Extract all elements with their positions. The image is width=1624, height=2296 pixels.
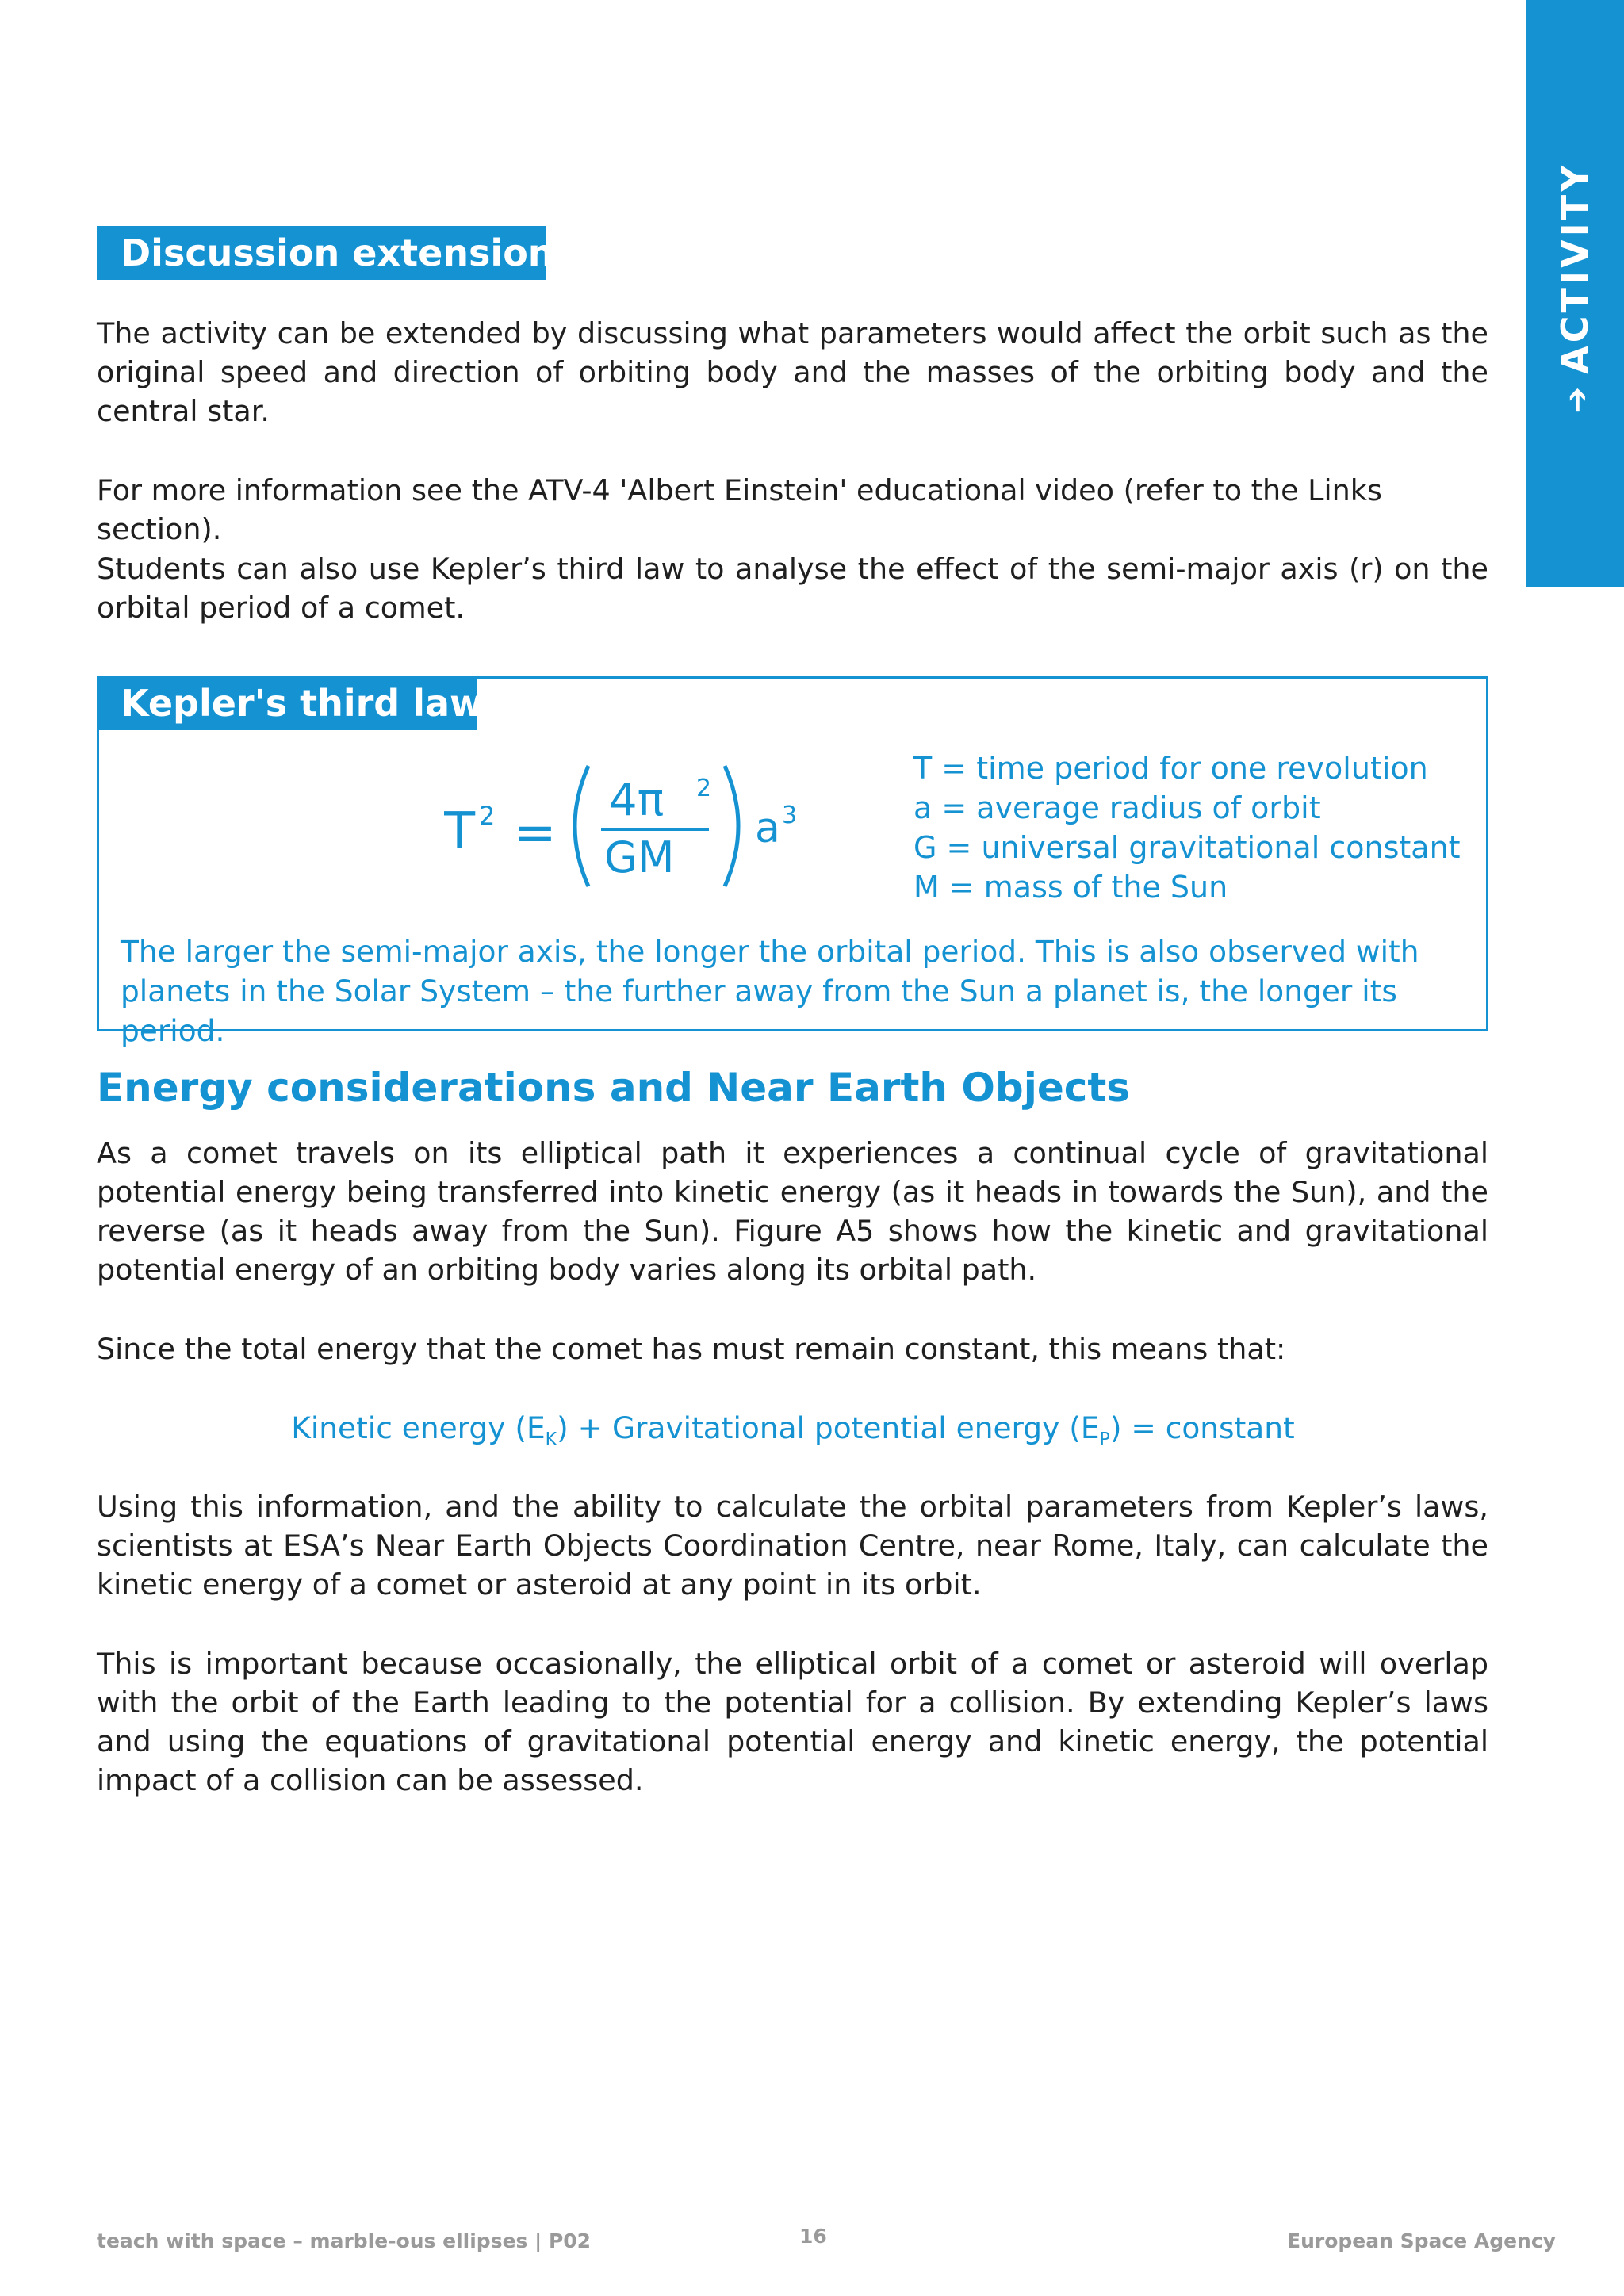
legend-item: a = average radius of orbit	[914, 790, 1321, 825]
footer-right: European Space Agency	[1287, 2229, 1556, 2252]
equation-part-1: Kinetic energy (E	[291, 1410, 546, 1445]
energy-section-title: Energy considerations and Near Earth Objects	[97, 1065, 1131, 1111]
kepler-formula-svg	[444, 761, 809, 896]
formula-numerator: 4π	[609, 775, 665, 826]
formula-numerator-exponent: 2	[696, 775, 712, 802]
equation-part-3: ) = constant	[1109, 1410, 1295, 1445]
kepler-formula	[444, 761, 809, 896]
equation-subscript-k: K	[545, 1429, 557, 1450]
formula-rhs-exponent: 3	[782, 802, 798, 829]
right-paren	[725, 766, 738, 886]
energy-paragraph-1: As a comet travels on its elliptical path it experiences a continual cycle of gravitational potential energy being transferred into kinetic energy (as it heads in towards the Sun), and the reverse (as it heads away from the Sun). Figure A5 shows how the kinetic and gravitational potential energy of an orbiting body varies along its orbital path.	[97, 1136, 1488, 1287]
formula-rhs: a	[755, 805, 780, 852]
legend-item: M = mass of the Sun	[914, 870, 1228, 905]
side-tab-text: ACTIVITY	[1553, 162, 1596, 374]
formula-equals: =	[514, 804, 557, 863]
activity-side-tab-label	[1553, 163, 1596, 414]
formula-denominator: GM	[604, 832, 675, 882]
kepler-heading: Kepler's third law	[97, 676, 477, 730]
formula-lhs-exponent: 2	[479, 801, 496, 831]
arrow-right-icon: ➔	[1559, 383, 1595, 414]
kepler-legend	[914, 748, 1484, 907]
left-paren	[575, 766, 588, 886]
energy-paragraph-4: This is important because occasionally, the elliptical orbit of a comet or asteroid will overlap with the orbit of the Earth leading to the potential for a collision. By extending Kepler’s laws and using the equations of gravitational potential energy and kinetic energy, the potential impact of a collision can be assessed.	[97, 1647, 1488, 1797]
legend-item: T = time period for one revolution	[914, 751, 1428, 786]
kepler-note: The larger the semi-major axis, the longer the orbital period. This is also observed with planets in the Solar System – the further away from the Sun a planet is, the longer its period.	[121, 934, 1419, 1048]
equation-subscript-p: P	[1099, 1429, 1110, 1450]
discussion-paragraph-2: For more information see the ATV-4 'Albert Einstein' educational video (refer to the Links section).	[97, 473, 1382, 546]
equation-part-2: ) + Gravitational potential energy (E	[557, 1410, 1100, 1445]
discussion-paragraph-1: The activity can be extended by discussing what parameters would affect the orbit such as the original speed and direction of orbiting body and the masses of the orbiting body and the central star.	[97, 316, 1488, 428]
energy-equation	[0, 1408, 1586, 1460]
legend-item: G = universal gravitational constant	[914, 830, 1461, 865]
footer-page-number: 16	[799, 2225, 827, 2248]
energy-paragraph-3: Using this information, and the ability to calculate the orbital parameters from Kepler’s laws, scientists at ESA’s Near Earth Objects Coordination Centre, near Rome, Italy, can calculate the kinetic energy of a comet or asteroid at any point in its orbit.	[97, 1490, 1488, 1601]
discussion-paragraph-3: Students can also use Kepler’s third law to analyse the effect of the semi-major axis (r) on the orbital period of a comet.	[97, 552, 1488, 625]
discussion-heading: Discussion extension	[97, 226, 546, 280]
footer-left: teach with space – marble-ous ellipses | P02	[97, 2229, 592, 2252]
formula-lhs: T	[444, 802, 476, 861]
energy-paragraph-2: Since the total energy that the comet has must remain constant, this means that:	[97, 1332, 1286, 1366]
